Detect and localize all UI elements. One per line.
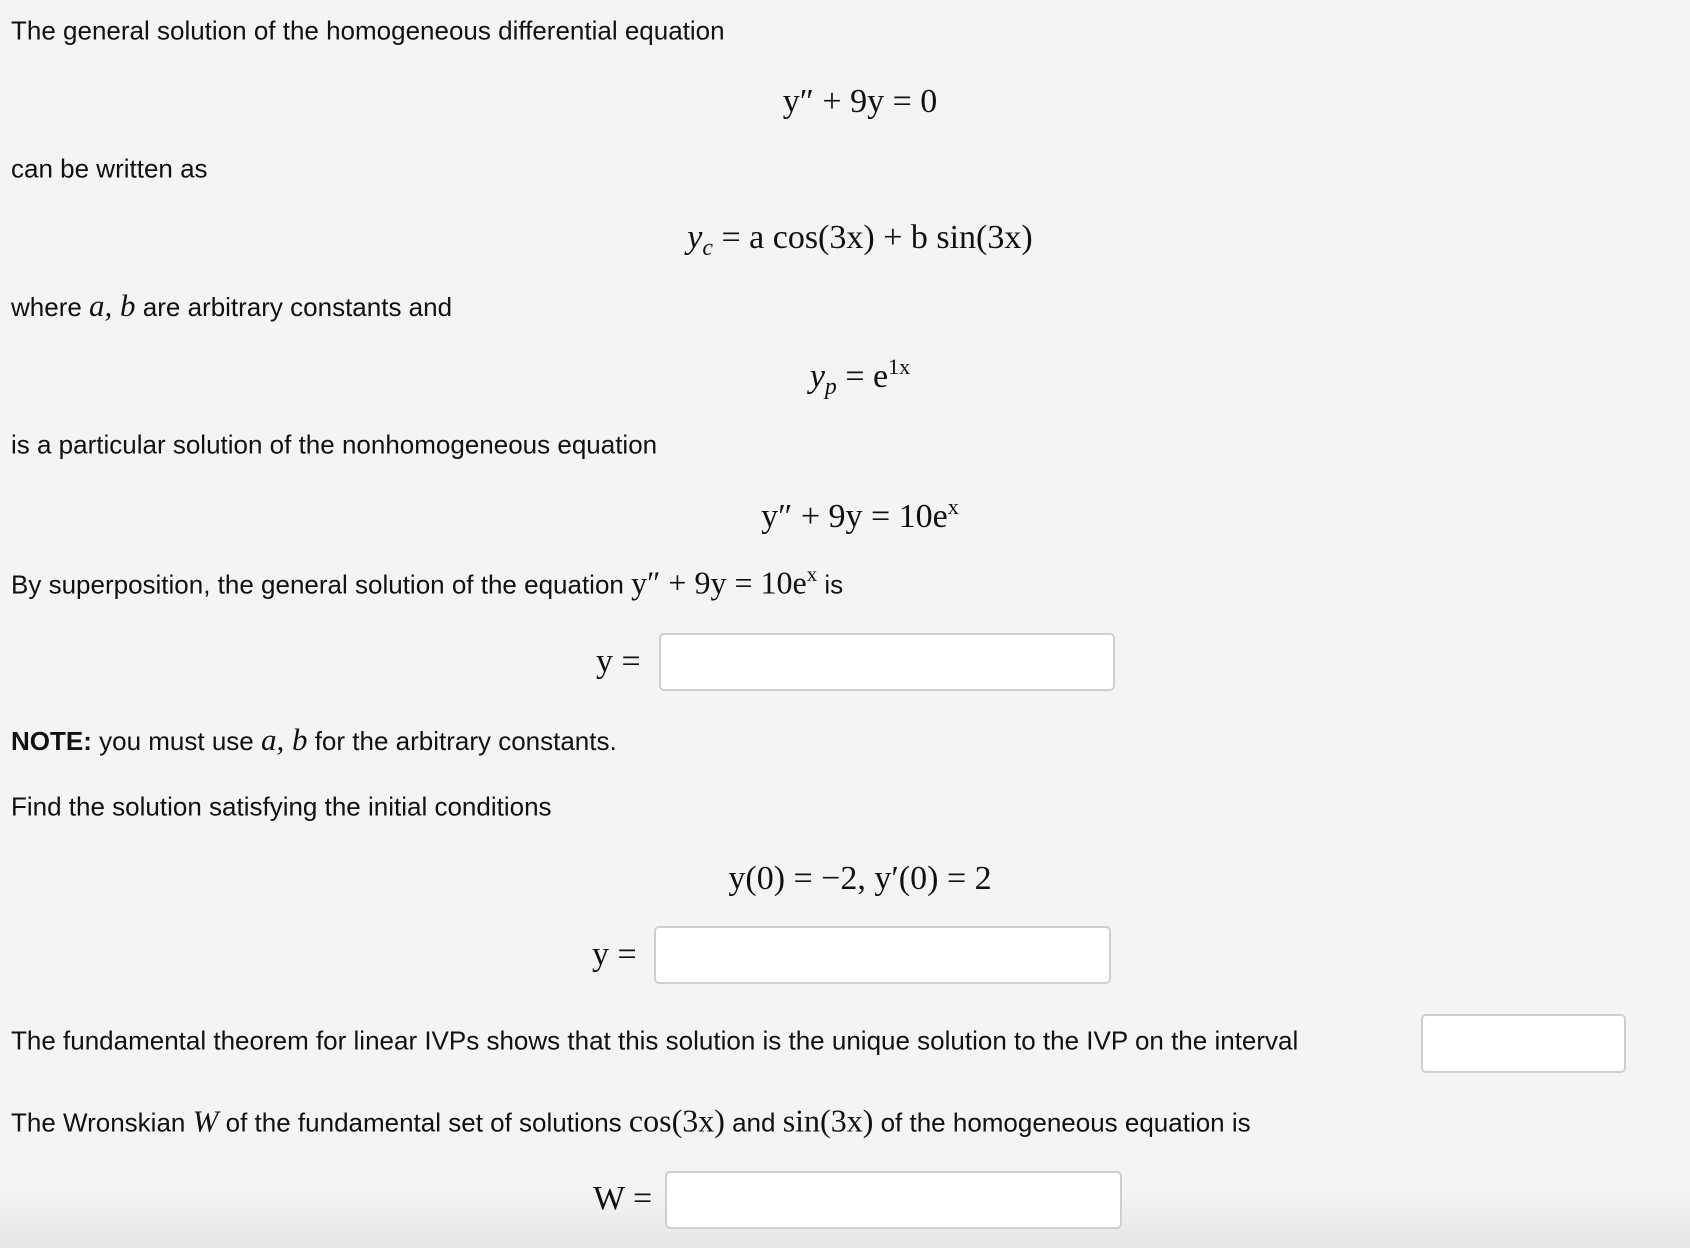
superposition-text: By superposition, the general solution of the equation $y'' + 9y = 10e^x$ is [11,563,844,601]
general-solution-input[interactable] [659,633,1115,691]
can-be-text: can be written as [11,153,208,184]
general-solution-label: y = [596,643,641,680]
initial-conditions: y(0) = −2, y′(0) = 2 [728,860,992,897]
particular-solution: $y_p = e^{1x}$ [809,353,911,401]
interval-input[interactable] [1421,1014,1626,1073]
wronskian-label: W = [593,1180,653,1217]
homogeneous-equation: y″ + 9y = 0 [782,83,938,120]
particular-text: is a particular solution of the nonhomogeneous equation [11,429,658,460]
find-text: Find the solution satisfying the initial conditions [11,791,552,822]
nonhomogeneous-equation: $y'' + 9y = 10e^x$ [761,493,959,535]
complementary-solution: $y_c = a$ cos(3x) + b sin(3x) [687,219,1033,262]
wronskian-input[interactable] [665,1171,1122,1229]
intro-text: The general solution of the homogeneous differential equation [11,15,725,46]
ivp-solution-label: y = [592,936,637,973]
ivp-solution-input[interactable] [654,926,1111,984]
wronskian-text: The Wronskian W of the fundamental set of solutions cos(3x) and sin(3x) of the homogeneous equation is [11,1102,1251,1139]
where-text: where a, b are arbitrary constants and [11,288,453,323]
fundamental-theorem-text: The fundamental theorem for linear IVPs shows that this solution is the unique solution to the IVP on the interval [11,1025,1299,1056]
note-text: NOTE: you must use a, b for the arbitrary constants. [11,722,617,757]
